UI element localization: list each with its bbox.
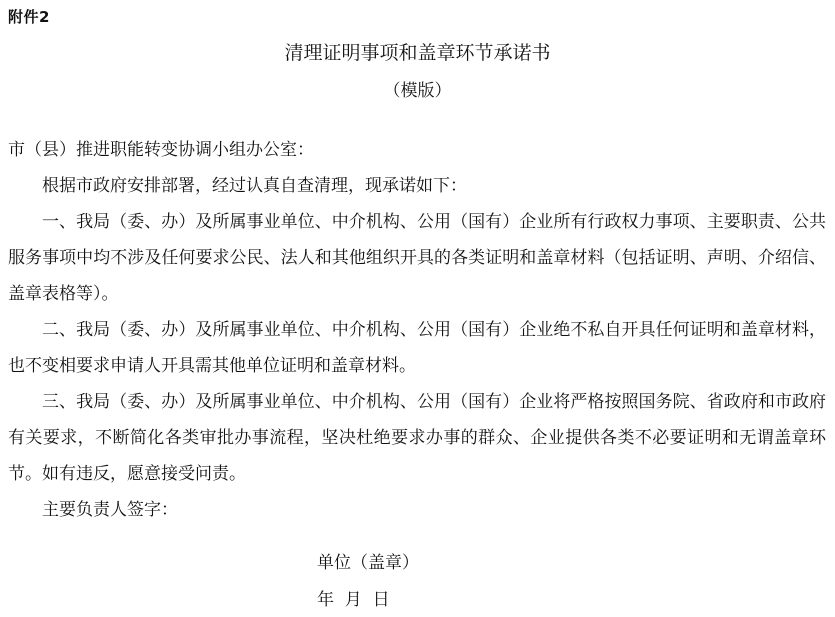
commitment-paragraph-2: 二、我局（委、办）及所属事业单位、中介机构、公用（国有）企业绝不私自开具任何证明和盖章材料，也不变相要求申请人开具需其他单位证明和盖章材料。 bbox=[8, 320, 826, 376]
signature-line: 主要负责人签字： bbox=[42, 500, 178, 520]
unit-seal-label: 单位（盖章） bbox=[317, 553, 419, 573]
addressee: 市（县）推进职能转变协调小组办公室： bbox=[8, 140, 314, 160]
commitment-paragraph-3: 三、我局（委、办）及所属事业单位、中介机构、公用（国有）企业将严格按照国务院、省政府和市政府有关要求，不断简化各类审批办事流程，坚决杜绝要求办事的群众、企业提供各类不必要证明和无谓盖章环节。如有违反，愿意接受问责。 bbox=[8, 392, 826, 484]
document-title: 清理证明事项和盖章环节承诺书 bbox=[284, 42, 551, 64]
document-body bbox=[8, 132, 826, 528]
attachment-label: 附件2 bbox=[8, 8, 50, 26]
intro-paragraph: 根据市政府安排部署，经过认真自查清理，现承诺如下： bbox=[42, 176, 467, 196]
date-line: 年 月 日 bbox=[317, 590, 390, 610]
document-subtitle: （模版） bbox=[383, 81, 452, 101]
commitment-paragraph-1: 一、我局（委、办）及所属事业单位、中介机构、公用（国有）企业所有行政权力事项、主要职责、公共服务事项中均不涉及任何要求公民、法人和其他组织开具的各类证明和盖章材料（包括证明、声明、介绍信、盖章表格等）。 bbox=[8, 212, 826, 304]
